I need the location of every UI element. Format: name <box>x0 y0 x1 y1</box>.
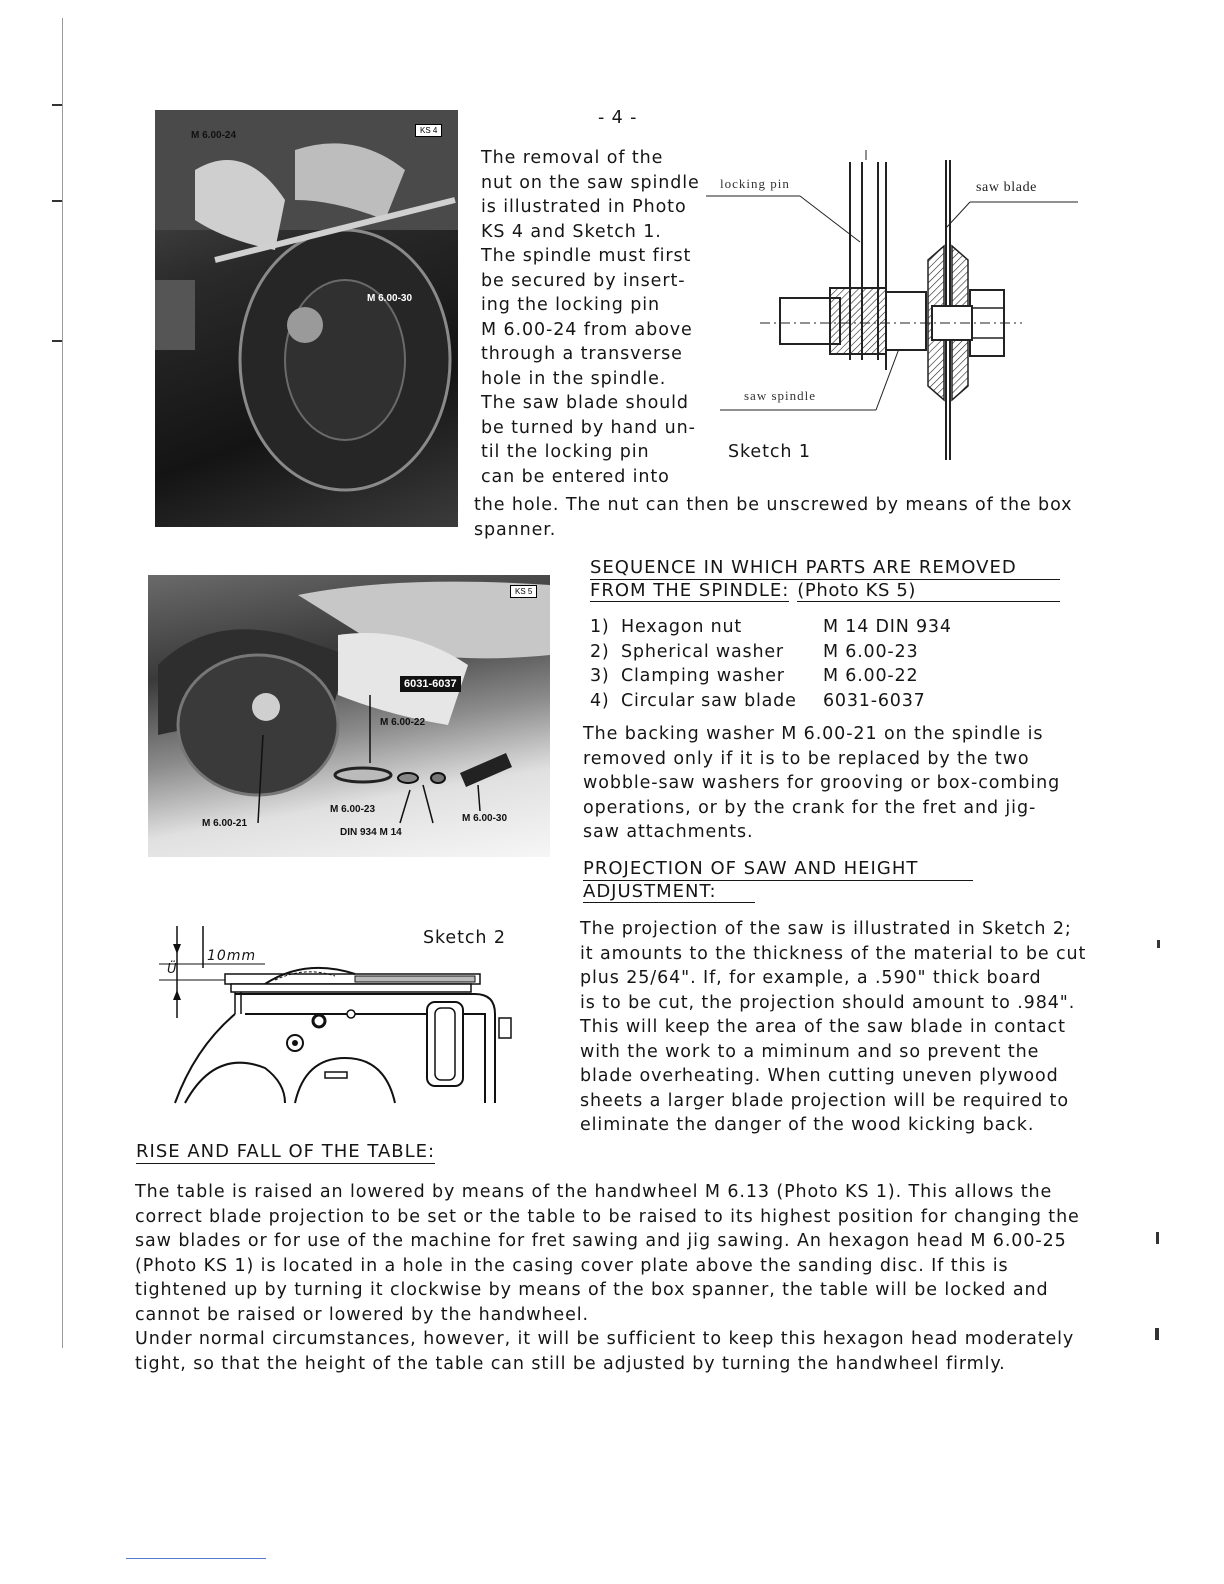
list-item <box>590 642 919 662</box>
text-line: cannot be raised or lowered by the handwheel. <box>135 1304 589 1325</box>
text-line: sheets a larger blade projection will be required to <box>580 1090 1069 1111</box>
text-line: be secured by insert- <box>481 270 686 291</box>
sketch2-caption: Sketch 2 <box>423 928 506 948</box>
binder-mark <box>52 200 62 202</box>
text-line: hole in the spindle. <box>481 368 667 389</box>
text-line: blade overheating. When cutting uneven plywood <box>580 1066 1059 1086</box>
text-line: The table is raised an lowered by means of the handwheel M 6.13 (Photo KS 1). This allows the <box>135 1182 1053 1202</box>
projection-heading-line2: ADJUSTMENT: <box>583 881 755 903</box>
label-spherical-washer: M 6.00-23 <box>330 804 376 815</box>
sketch2 <box>155 918 525 1108</box>
part-name: Spherical washer <box>621 642 784 662</box>
label-locking-pin: M 6.00-24 <box>191 130 237 141</box>
badge-ks5: KS 5 <box>510 585 537 598</box>
text-line: (Photo KS 1) is located in a hole in the casing cover plate above the sanding disc. If this is <box>135 1255 1009 1276</box>
page-number: - 4 - <box>598 108 638 128</box>
part-name: Circular saw blade <box>621 691 797 711</box>
part-name: Clamping washer <box>621 666 785 686</box>
photo-ks4 <box>155 110 458 527</box>
text-line: nut on the saw spindle <box>481 172 700 193</box>
binder-mark <box>52 340 62 342</box>
text-line: The backing washer M 6.00-21 on the spindle is <box>583 724 1044 744</box>
label-hexagon-nut: DIN 934 M 14 <box>340 827 402 838</box>
text-line: til the locking pin <box>481 442 650 462</box>
sequence-heading <box>590 557 1060 602</box>
text-line: the hole. The nut can then be unscrewed by means of the box <box>474 495 1073 515</box>
list-item <box>590 666 919 686</box>
rise-fall-heading: RISE AND FALL OF THE TABLE: <box>136 1141 436 1162</box>
sequence-heading-line2: FROM THE SPINDLE: <box>590 580 790 601</box>
projection-paragraph <box>580 917 1087 1138</box>
text-line: saw attachments. <box>583 822 754 842</box>
sketch1 <box>700 150 1090 470</box>
binder-mark <box>52 104 62 106</box>
sketch1-caption: Sketch 1 <box>728 442 811 462</box>
text-line: through a transverse <box>481 344 683 364</box>
label-clamping-washer: M 6.00-22 <box>380 717 426 728</box>
text-line: eliminate the danger of the wood kicking back. <box>580 1115 1035 1135</box>
text-line: saw blades or for use of the machine for fret sawing and jig sawing. An hexagon head M 6.00-25 <box>135 1231 1067 1251</box>
text-line: ing the locking pin <box>481 295 661 315</box>
text-line: The removal of the <box>481 148 664 168</box>
text-line: is illustrated in Photo <box>481 197 687 217</box>
list-item <box>590 691 926 711</box>
text-line: operations, or by the crank for the fret and jig- <box>583 797 1037 818</box>
text-line: spanner. <box>474 519 557 540</box>
sequence-note <box>583 722 1061 845</box>
photo-ks4-illustration <box>155 110 458 527</box>
part-code: M 14 DIN 934 <box>823 617 952 637</box>
text-line: tightened up by turning it clockwise by means of the box spanner, the table will be locked and <box>135 1280 1049 1300</box>
text-line: The spindle must first <box>481 246 692 266</box>
part-number: 4) <box>590 691 610 711</box>
text-line: KS 4 and Sketch 1. <box>481 221 662 242</box>
part-name: Hexagon nut <box>621 617 743 637</box>
part-number: 1) <box>590 617 610 637</box>
edge-mark <box>1156 1232 1159 1244</box>
part-code: 6031-6037 <box>823 691 926 711</box>
part-code: M 6.00-22 <box>823 666 919 686</box>
intro-paragraph-tail <box>474 493 1074 542</box>
text-line: correct blade projection to be set or the table to be raised to its highest position for changing the <box>135 1206 1080 1227</box>
text-line: is to be cut, the projection should amount to .984". <box>580 992 1076 1013</box>
edge-mark <box>1155 1328 1159 1340</box>
text-line: tight, so that the height of the table can still be adjusted by turning the handwheel firmly. <box>135 1353 1006 1374</box>
text-line: be turned by hand un- <box>481 417 696 438</box>
text-line: The saw blade should <box>481 393 689 413</box>
sketch1-label-saw-blade: saw blade <box>976 180 1037 195</box>
rise-fall-paragraph <box>135 1180 1080 1376</box>
label-backing-washer: M 6.00-21 <box>202 818 248 829</box>
part-code: M 6.00-23 <box>823 642 919 662</box>
text-line: plus 25/64". If, for example, a .590" thick board <box>580 968 1042 988</box>
intro-paragraph <box>481 146 711 489</box>
binder-margin-line <box>62 18 63 1348</box>
badge-ks4: KS 4 <box>415 124 442 137</box>
label-spindle: M 6.00-30 <box>367 293 413 304</box>
text-line: it amounts to the thickness of the material to be cut <box>580 943 1087 964</box>
text-line: with the work to a miminum and so prevent the <box>580 1041 1040 1062</box>
text-line: can be entered into <box>481 466 670 487</box>
label-blade-range: 6031-6037 <box>400 676 461 692</box>
sequence-heading-ref: (Photo KS 5) <box>797 580 1060 602</box>
text-line: This will keep the area of the saw blade in contact <box>580 1017 1066 1037</box>
label-spindle: M 6.00-30 <box>462 813 508 824</box>
photo-ks5 <box>148 575 550 857</box>
edge-mark <box>1157 940 1160 948</box>
sequence-heading-line1: SEQUENCE IN WHICH PARTS ARE REMOVED <box>590 557 1060 580</box>
text-line: The projection of the saw is illustrated in Sketch 2; <box>580 919 1072 939</box>
part-number: 3) <box>590 666 610 686</box>
text-line: Under normal circumstances, however, it will be sufficient to keep this hexagon head moderately <box>135 1329 1075 1349</box>
text-line: M 6.00-24 from above <box>481 319 693 340</box>
sketch2-dim-symbol: Ü <box>167 962 177 977</box>
text-line: wobble-saw washers for grooving or box-combing <box>583 773 1061 793</box>
sketch2-dim-label: 10mm <box>207 948 257 964</box>
projection-heading-line1: PROJECTION OF SAW AND HEIGHT <box>583 858 973 881</box>
text-line: removed only if it is to be replaced by the two <box>583 748 1030 769</box>
sketch1-label-locking-pin: locking pin <box>720 176 790 191</box>
list-item <box>590 617 952 637</box>
part-number: 2) <box>590 642 610 662</box>
projection-heading <box>583 858 973 903</box>
sketch1-label-saw-spindle: saw spindle <box>744 388 817 403</box>
sketch1-drawing <box>700 150 1090 470</box>
footer-rule <box>126 1558 266 1559</box>
